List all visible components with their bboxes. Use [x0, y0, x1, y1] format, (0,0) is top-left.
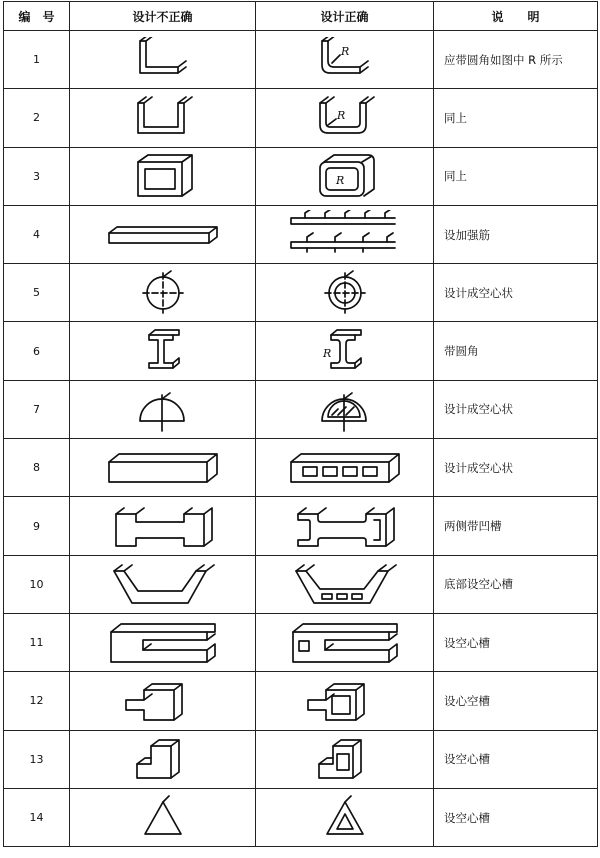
- trough-hollow-icon: [290, 559, 400, 609]
- row-number: 5: [4, 264, 70, 322]
- header-number: 编 号: [4, 2, 70, 31]
- wrong-design-cell: [70, 322, 256, 380]
- radius-label: R: [335, 174, 344, 188]
- triangle-hollow-icon: [315, 794, 375, 842]
- row-number: 11: [4, 613, 70, 671]
- box-section-rounded-icon: [310, 152, 380, 200]
- wrong-design-cell: [70, 497, 256, 555]
- i-beam-rounded-icon: [315, 327, 375, 375]
- channel-section-rounded-icon: [310, 95, 380, 141]
- ribbed-plate-icon: [285, 210, 405, 260]
- right-design-cell: [256, 497, 434, 555]
- wrong-design-cell: [70, 380, 256, 438]
- table-row: [4, 788, 598, 846]
- right-design-cell: [256, 31, 434, 89]
- i-beam-sharp-icon: [133, 327, 193, 375]
- wrong-design-cell: [70, 439, 256, 497]
- table-row: [4, 439, 598, 497]
- right-design-cell: [256, 672, 434, 730]
- description-cell: 设加强筋: [434, 205, 598, 263]
- flat-plate-icon: [103, 215, 223, 255]
- solid-round-icon: [133, 268, 193, 318]
- c-bar-solid-icon: [103, 618, 223, 668]
- description-cell: 同上: [434, 89, 598, 147]
- angle-section-rounded-icon: [310, 37, 380, 83]
- row-number: 9: [4, 497, 70, 555]
- hollow-round-icon: [315, 268, 375, 318]
- description-cell: 两侧带凹槽: [434, 497, 598, 555]
- angle-section-sharp-icon: [128, 37, 198, 83]
- box-section-sharp-icon: [128, 152, 198, 200]
- description-cell: 应带圆角如图中 R 所示: [434, 31, 598, 89]
- table-row: [4, 147, 598, 205]
- right-design-cell: [256, 555, 434, 613]
- right-design-cell: [256, 439, 434, 497]
- wrong-design-cell: [70, 555, 256, 613]
- description-cell: 设空心槽: [434, 788, 598, 846]
- triangle-solid-icon: [133, 794, 193, 842]
- table-row: [4, 264, 598, 322]
- wrong-design-cell: [70, 147, 256, 205]
- row-number: 12: [4, 672, 70, 730]
- description-cell: 设计成空心状: [434, 439, 598, 497]
- row-number: 6: [4, 322, 70, 380]
- table-row: [4, 31, 598, 89]
- description-cell: 设空心槽: [434, 613, 598, 671]
- wrong-design-cell: [70, 788, 256, 846]
- wrong-design-cell: [70, 672, 256, 730]
- table-row: [4, 730, 598, 788]
- wrong-design-cell: [70, 730, 256, 788]
- h-section-solid-icon: [108, 502, 218, 550]
- right-design-cell: [256, 380, 434, 438]
- header-right-design: 设计正确: [256, 2, 434, 31]
- table-row: [4, 322, 598, 380]
- solid-bar-icon: [103, 448, 223, 488]
- right-design-cell: [256, 788, 434, 846]
- row-number: 1: [4, 31, 70, 89]
- wrong-design-cell: [70, 31, 256, 89]
- radius-label: R: [336, 108, 345, 122]
- header-description: 说 明: [434, 2, 598, 31]
- wrong-design-cell: [70, 264, 256, 322]
- table-row: [4, 555, 598, 613]
- table-header-row: [4, 2, 598, 31]
- channel-section-sharp-icon: [128, 95, 198, 141]
- row-number: 7: [4, 380, 70, 438]
- table-row: [4, 613, 598, 671]
- table-row: [4, 89, 598, 147]
- right-design-cell: [256, 205, 434, 263]
- row-number: 8: [4, 439, 70, 497]
- description-cell: 同上: [434, 147, 598, 205]
- row-number: 10: [4, 555, 70, 613]
- right-design-cell: [256, 322, 434, 380]
- l-block-solid-icon: [123, 734, 203, 784]
- description-cell: 设空心槽: [434, 730, 598, 788]
- right-design-cell: [256, 613, 434, 671]
- table-row: [4, 380, 598, 438]
- table-row: [4, 497, 598, 555]
- h-section-grooved-icon: [290, 502, 400, 550]
- header-wrong-design: 设计不正确: [70, 2, 256, 31]
- stepped-block-hollow-icon: [300, 676, 390, 726]
- row-number: 2: [4, 89, 70, 147]
- trough-solid-icon: [108, 559, 218, 609]
- stepped-block-solid-icon: [118, 676, 208, 726]
- description-cell: 底部设空心槽: [434, 555, 598, 613]
- solid-half-round-icon: [128, 385, 198, 433]
- wrong-design-cell: [70, 613, 256, 671]
- table-row: [4, 672, 598, 730]
- radius-label: R: [340, 44, 349, 58]
- bar-with-holes-icon: [285, 448, 405, 488]
- row-number: 4: [4, 205, 70, 263]
- description-cell: 设计成空心状: [434, 264, 598, 322]
- row-number: 3: [4, 147, 70, 205]
- hollow-half-round-icon: [310, 385, 380, 433]
- design-comparison-table: [3, 1, 598, 847]
- right-design-cell: [256, 730, 434, 788]
- row-number: 14: [4, 788, 70, 846]
- l-block-hollow-icon: [305, 734, 385, 784]
- description-cell: 设计成空心状: [434, 380, 598, 438]
- row-number: 13: [4, 730, 70, 788]
- wrong-design-cell: [70, 89, 256, 147]
- right-design-cell: [256, 147, 434, 205]
- right-design-cell: [256, 89, 434, 147]
- description-cell: 带圆角: [434, 322, 598, 380]
- radius-label: R: [322, 347, 331, 361]
- table-row: [4, 205, 598, 263]
- description-cell: 设心空槽: [434, 672, 598, 730]
- right-design-cell: [256, 264, 434, 322]
- c-bar-hollow-icon: [285, 618, 405, 668]
- wrong-design-cell: [70, 205, 256, 263]
